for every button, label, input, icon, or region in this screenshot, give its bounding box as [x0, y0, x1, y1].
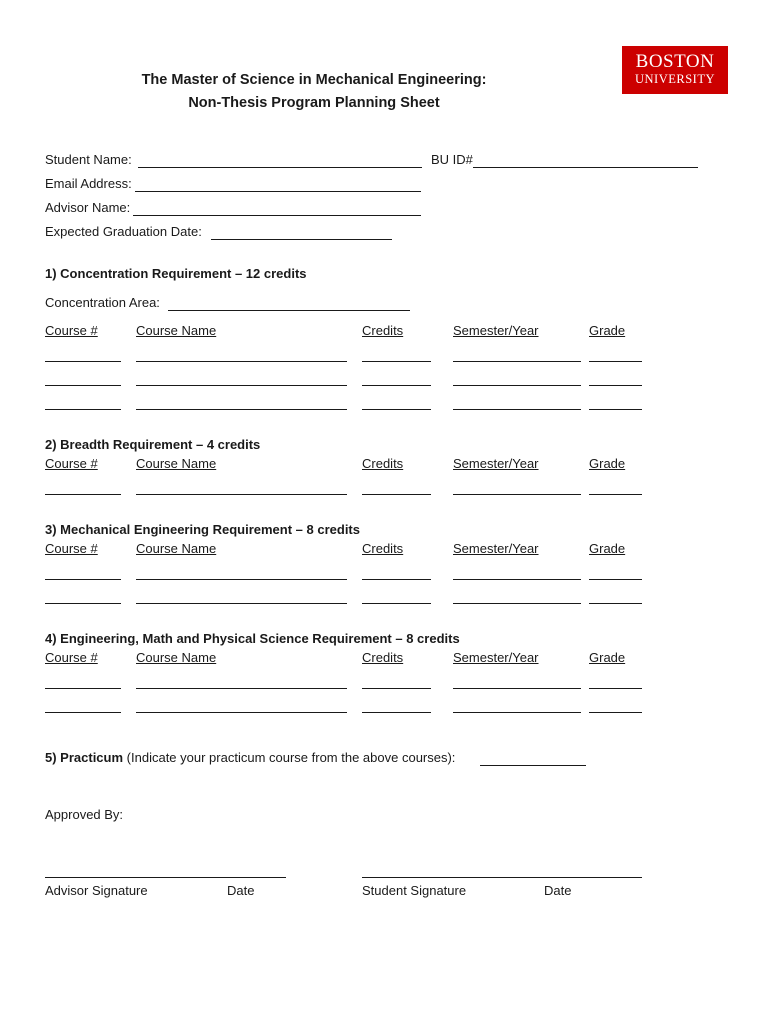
- course-name-field[interactable]: [136, 688, 347, 689]
- logo-line-1: BOSTON: [635, 51, 715, 72]
- col-course-num: Course #: [45, 456, 98, 471]
- advisor-signature-line[interactable]: [45, 877, 286, 878]
- course-name-field[interactable]: [136, 385, 347, 386]
- col-semester: Semester/Year: [453, 650, 539, 665]
- student-name-field[interactable]: [138, 167, 422, 168]
- document-subtitle: Non-Thesis Program Planning Sheet: [188, 95, 440, 111]
- course-num-field[interactable]: [45, 688, 121, 689]
- concentration-area-label: Concentration Area:: [45, 295, 160, 310]
- boston-university-logo: [622, 46, 728, 94]
- section-5-line: [45, 750, 455, 766]
- credits-field[interactable]: [362, 409, 431, 410]
- logo-line-2: UNIVERSITY: [635, 72, 715, 86]
- col-semester: Semester/Year: [453, 456, 539, 471]
- grade-field[interactable]: [589, 603, 642, 604]
- grade-field[interactable]: [589, 712, 642, 713]
- col-grade: Grade: [589, 650, 626, 665]
- grade-field[interactable]: [589, 579, 642, 580]
- col-course-num: Course #: [45, 323, 98, 338]
- semester-field[interactable]: [453, 603, 581, 604]
- section-2-heading: 2) Breadth Requirement – 4 credits: [45, 437, 261, 452]
- course-name-field[interactable]: [136, 712, 347, 713]
- col-grade: Grade: [589, 456, 626, 471]
- email-field[interactable]: [135, 191, 421, 192]
- credits-field[interactable]: [362, 712, 431, 713]
- graduation-date-field[interactable]: [211, 239, 392, 240]
- bu-id-label: BU ID#: [431, 152, 473, 167]
- bu-id-field[interactable]: [473, 167, 698, 168]
- grade-field[interactable]: [589, 409, 642, 410]
- semester-field[interactable]: [453, 409, 581, 410]
- section-5-heading: 5) Practicum: [45, 750, 124, 765]
- advisor-name-field[interactable]: [133, 215, 421, 216]
- section-5-text: (Indicate your practicum course from the above courses):: [126, 750, 456, 765]
- document-title: The Master of Science in Mechanical Engineering:: [141, 72, 487, 88]
- grade-field[interactable]: [589, 494, 642, 495]
- course-name-field[interactable]: [136, 361, 347, 362]
- semester-field[interactable]: [453, 385, 581, 386]
- section-3-heading: 3) Mechanical Engineering Requirement – 8 credits: [45, 522, 360, 537]
- credits-field[interactable]: [362, 361, 431, 362]
- col-course-name: Course Name: [136, 323, 217, 338]
- course-name-field[interactable]: [136, 603, 347, 604]
- credits-field[interactable]: [362, 688, 431, 689]
- credits-field[interactable]: [362, 603, 431, 604]
- col-course-num: Course #: [45, 650, 98, 665]
- semester-field[interactable]: [453, 688, 581, 689]
- course-num-field[interactable]: [45, 409, 121, 410]
- course-name-field[interactable]: [136, 579, 347, 580]
- course-num-field[interactable]: [45, 361, 121, 362]
- grade-field[interactable]: [589, 385, 642, 386]
- col-course-name: Course Name: [136, 541, 217, 556]
- course-num-field[interactable]: [45, 385, 121, 386]
- grade-field[interactable]: [589, 688, 642, 689]
- grade-field[interactable]: [589, 361, 642, 362]
- col-course-name: Course Name: [136, 456, 217, 471]
- col-credits: Credits: [362, 541, 404, 556]
- graduation-date-label: Expected Graduation Date:: [45, 224, 202, 239]
- course-name-field[interactable]: [136, 409, 347, 410]
- col-credits: Credits: [362, 456, 404, 471]
- col-credits: Credits: [362, 650, 404, 665]
- student-signature-line[interactable]: [362, 877, 642, 878]
- credits-field[interactable]: [362, 385, 431, 386]
- approved-by-label: Approved By:: [45, 807, 124, 822]
- col-course-name: Course Name: [136, 650, 217, 665]
- semester-field[interactable]: [453, 579, 581, 580]
- student-date-label: Date: [544, 883, 572, 898]
- semester-field[interactable]: [453, 494, 581, 495]
- student-name-label: Student Name:: [45, 152, 132, 167]
- section-4-heading: 4) Engineering, Math and Physical Science Requirement – 8 credits: [45, 631, 460, 646]
- col-semester: Semester/Year: [453, 323, 539, 338]
- col-credits: Credits: [362, 323, 404, 338]
- credits-field[interactable]: [362, 579, 431, 580]
- col-course-num: Course #: [45, 541, 98, 556]
- advisor-name-label: Advisor Name:: [45, 200, 131, 215]
- credits-field[interactable]: [362, 494, 431, 495]
- section-1-heading: 1) Concentration Requirement – 12 credits: [45, 266, 307, 281]
- student-signature-label: Student Signature: [362, 883, 467, 898]
- semester-field[interactable]: [453, 361, 581, 362]
- course-num-field[interactable]: [45, 712, 121, 713]
- practicum-course-field[interactable]: [480, 765, 586, 766]
- course-num-field[interactable]: [45, 494, 121, 495]
- concentration-area-field[interactable]: [168, 310, 410, 311]
- course-num-field[interactable]: [45, 603, 121, 604]
- advisor-signature-label: Advisor Signature: [45, 883, 148, 898]
- col-grade: Grade: [589, 323, 626, 338]
- course-name-field[interactable]: [136, 494, 347, 495]
- email-label: Email Address:: [45, 176, 132, 191]
- semester-field[interactable]: [453, 712, 581, 713]
- col-semester: Semester/Year: [453, 541, 539, 556]
- col-grade: Grade: [589, 541, 626, 556]
- course-num-field[interactable]: [45, 579, 121, 580]
- advisor-date-label: Date: [227, 883, 255, 898]
